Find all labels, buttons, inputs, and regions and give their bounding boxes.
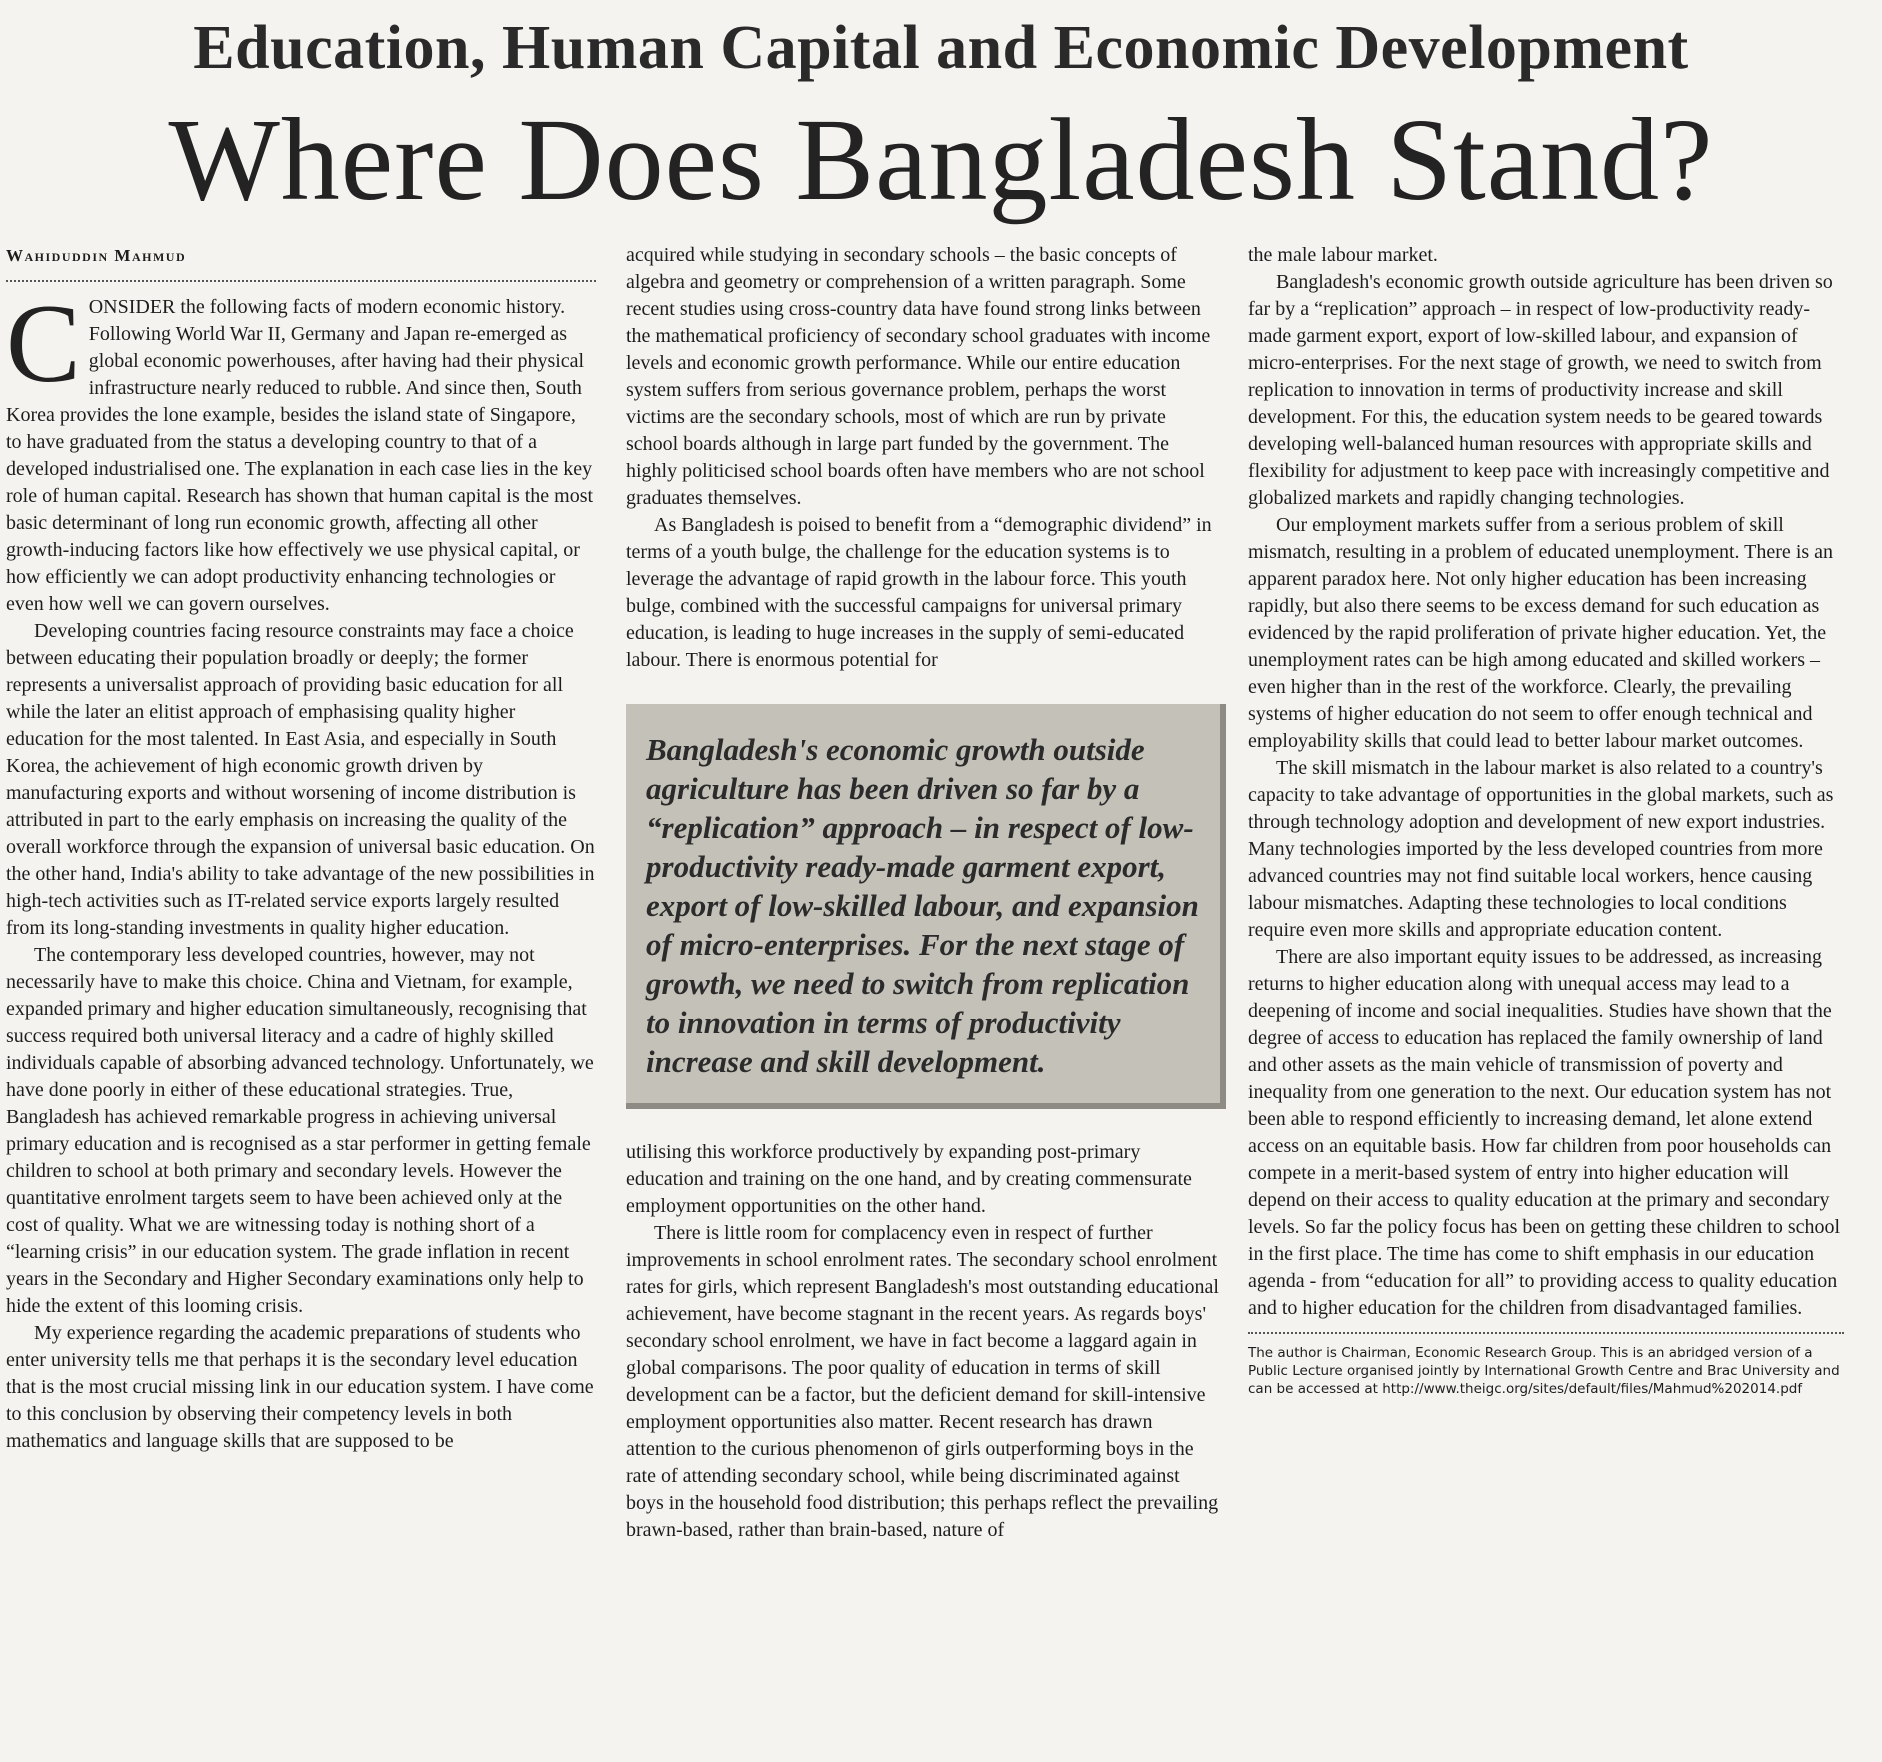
article-kicker: Education, Human Capital and Economic Development <box>193 14 1689 82</box>
body-paragraph: The contemporary less developed countries, however, may not necessarily have to make this choice. China and Vietnam, for example, expanded primary and higher education simultaneously, recognising that success required both universal literacy and a cadre of highly skilled individuals capable of absorbing advanced technology. Unfortunately, we have done poorly in either of these educational strategies. True, Bangladesh has achieved remarkable progress in achieving universal primary education and is recognised as a star performer in getting female children to school at both primary and secondary levels. However the quantitative enrolment targets seem to have been achieved only at the cost of quality. What we are witnessing today is nothing short of a “learning crisis” in our education system. The grade inflation in recent years in the Secondary and Higher Secondary examinations only help to hide the extent of this looming crisis. <box>6 944 594 1317</box>
body-paragraph: The skill mismatch in the labour market is also related to a country's capacity to take advantage of opportunities in the global markets, such as through technology adoption and development of new export industries. Many technologies imported by the less developed countries from more advanced countries may not find suitable local workers, hence causing labour mismatches. Adapting these technologies to local conditions require even more skills and appropriate education content. <box>1248 757 1834 941</box>
drop-cap: C <box>6 282 81 406</box>
column-3 <box>1248 242 1844 1398</box>
article-headline: Where Does Bangladesh Stand? <box>168 94 1714 225</box>
byline-divider <box>6 280 596 282</box>
body-paragraph: As Bangladesh is poised to benefit from a “demographic dividend” in terms of a youth bulge, the challenge for the education systems is to leverage the advantage of rapid growth in the labour force. This youth bulge, combined with the successful campaigns for universal primary education, is leading to huge increases in the supply of semi-educated labour. There is enormous potential for <box>626 514 1212 671</box>
body-paragraph: My experience regarding the academic preparations of students who enter university tells me that perhaps it is the secondary level education that is the most crucial missing link in our education system. I have come to this conclusion by observing their competency levels in both mathematics and language skills that are supposed to be <box>6 1322 594 1452</box>
author-footnote: The author is Chairman, Economic Research Group. This is an abridged version of a Public Lecture organised jointly by International Growth Centre and Brac University and can be accessed at http://www.theigc.org/sites/default/files/Mahmud%202014.pdf <box>1248 1345 1840 1397</box>
body-paragraph: acquired while studying in secondary schools – the basic concepts of algebra and geometry or comprehension of a written paragraph. Some recent studies using cross-country data have found strong links between the mathematical proficiency of secondary school graduates with income levels and economic growth performance. While our entire education system suffers from serious governance problem, perhaps the worst victims are the secondary schools, most of which are run by private school boards although in large part funded by the government. The highly politicised school boards often have members who are not school graduates themselves. <box>626 244 1211 509</box>
column-2 <box>626 242 1220 1544</box>
pull-quote: Bangladesh's economic growth outside agriculture has been driven so far by a “replication” approach – in respect of low-productivity ready-made garment export, export of low-skilled labour, and expansion of micro-enterprises. For the next stage of growth, we need to switch from replication to innovation in terms of productivity increase and skill development. <box>626 704 1226 1109</box>
body-paragraph: Bangladesh's economic growth outside agriculture has been driven so far by a “replication” approach – in respect of low-productivity ready-made garment export, export of low-skilled labour, and expansion of micro-enterprises. For the next stage of growth, we need to switch from replication to innovation in terms of productivity increase and skill development. For this, the education system needs to be geared towards developing well-balanced human resources with appropriate skills and flexibility for adjustment to keep pace with increasingly competitive and globalized markets and rapidly changing technologies. <box>1248 271 1833 509</box>
first-paragraph <box>6 282 596 618</box>
body-paragraph: Our employment markets suffer from a serious problem of skill mismatch, resulting in a problem of educated unemployment. There is an apparent paradox here. Not only higher education has been increasing rapidly, but also there seems to be excess demand for such education as evidenced by the rapid proliferation of private higher education. Yet, the unemployment rates can be high among educated and skilled workers – even higher than in the rest of the workforce. Clearly, the prevailing systems of higher education do not seem to offer enough technical and employability skills that could lead to better labour market outcomes. <box>1248 514 1834 752</box>
first-paragraph-text: the following facts of modern economic history. Following World War II, Germany and Japan re-emerged as global economic powerhouses, after having had their physical infrastructure nearly reduced to rubble. And since then, South Korea provides the lone example, besides the island state of Singapore, to have graduated from the status a developing country to that of a developed industrialised one. The explanation in each case lies in the key role of human capital. Research has shown that human capital is the most basic determinant of long run economic growth, affecting all other growth-inducing factors like how effectively we use physical capital, or how efficiently we can adopt productivity enhancing technologies or even how well we can govern ourselves. <box>6 296 594 615</box>
column-1 <box>6 242 596 1455</box>
body-paragraph: There is little room for complacency even in respect of further improvements in school enrolment rates. The secondary school enrolment rates for girls, which represent Bangladesh's most outstanding educational achievement, have become stagnant in the recent years. As regards boys' secondary school enrolment, we have in fact become a laggard again in global comparisons. The poor quality of education in terms of skill development can be a factor, but the deficient demand for skill-intensive employment opportunities also matter. Recent research has drawn attention to the curious phenomenon of girls outperforming boys in the rate of attending secondary school, while being discriminated against boys in the household food distribution; this perhaps reflect the prevailing brawn-based, rather than brain-based, nature of <box>626 1222 1219 1541</box>
first-paragraph-lead: ONSIDER <box>88 296 176 318</box>
body-paragraph: There are also important equity issues to be addressed, as increasing returns to higher education along with unequal access may lead to a deepening of income and social inequalities. Studies have shown that the degree of access to education has replaced the family ownership of land and other assets as the main vehicle of transmission of poverty and inequality from one generation to the next. Our education system has not been able to respond efficiently to increasing demand, let alone extend access on an equitable basis. How far children from poor households can compete in a merit-based system of entry into higher education will depend on their access to quality education at the primary and secondary levels. So far the policy focus has been on getting these children to school in the first place. The time has come to shift emphasis in our education agenda - from “education for all” to providing access to quality education and to higher education for the children from disadvantaged families. <box>1248 946 1841 1319</box>
body-paragraph: utilising this workforce productively by expanding post-primary education and training on the one hand, and by creating commensurate employment opportunities on the other hand. <box>626 1141 1192 1217</box>
body-paragraph: Developing countries facing resource constraints may face a choice between educating their population broadly or deeply; the former represents a universalist approach of providing basic education for all while the later an elitist approach of emphasising quality higher education for the most talented. In East Asia, and especially in South Korea, the achievement of high economic growth driven by manufacturing exports and without worsening of income distribution is attributed in part to the early emphasis on increasing the quality of the overall workforce through the expansion of universal basic education. On the other hand, India's ability to take advantage of the new possibilities in high-tech activities such as IT-related service exports largely resulted from its long-standing investments in quality higher education. <box>6 620 595 939</box>
body-paragraph: the male labour market. <box>1248 244 1438 266</box>
byline: Wahiduddin Mahmud <box>6 246 187 265</box>
footnote-divider <box>1248 1332 1844 1334</box>
